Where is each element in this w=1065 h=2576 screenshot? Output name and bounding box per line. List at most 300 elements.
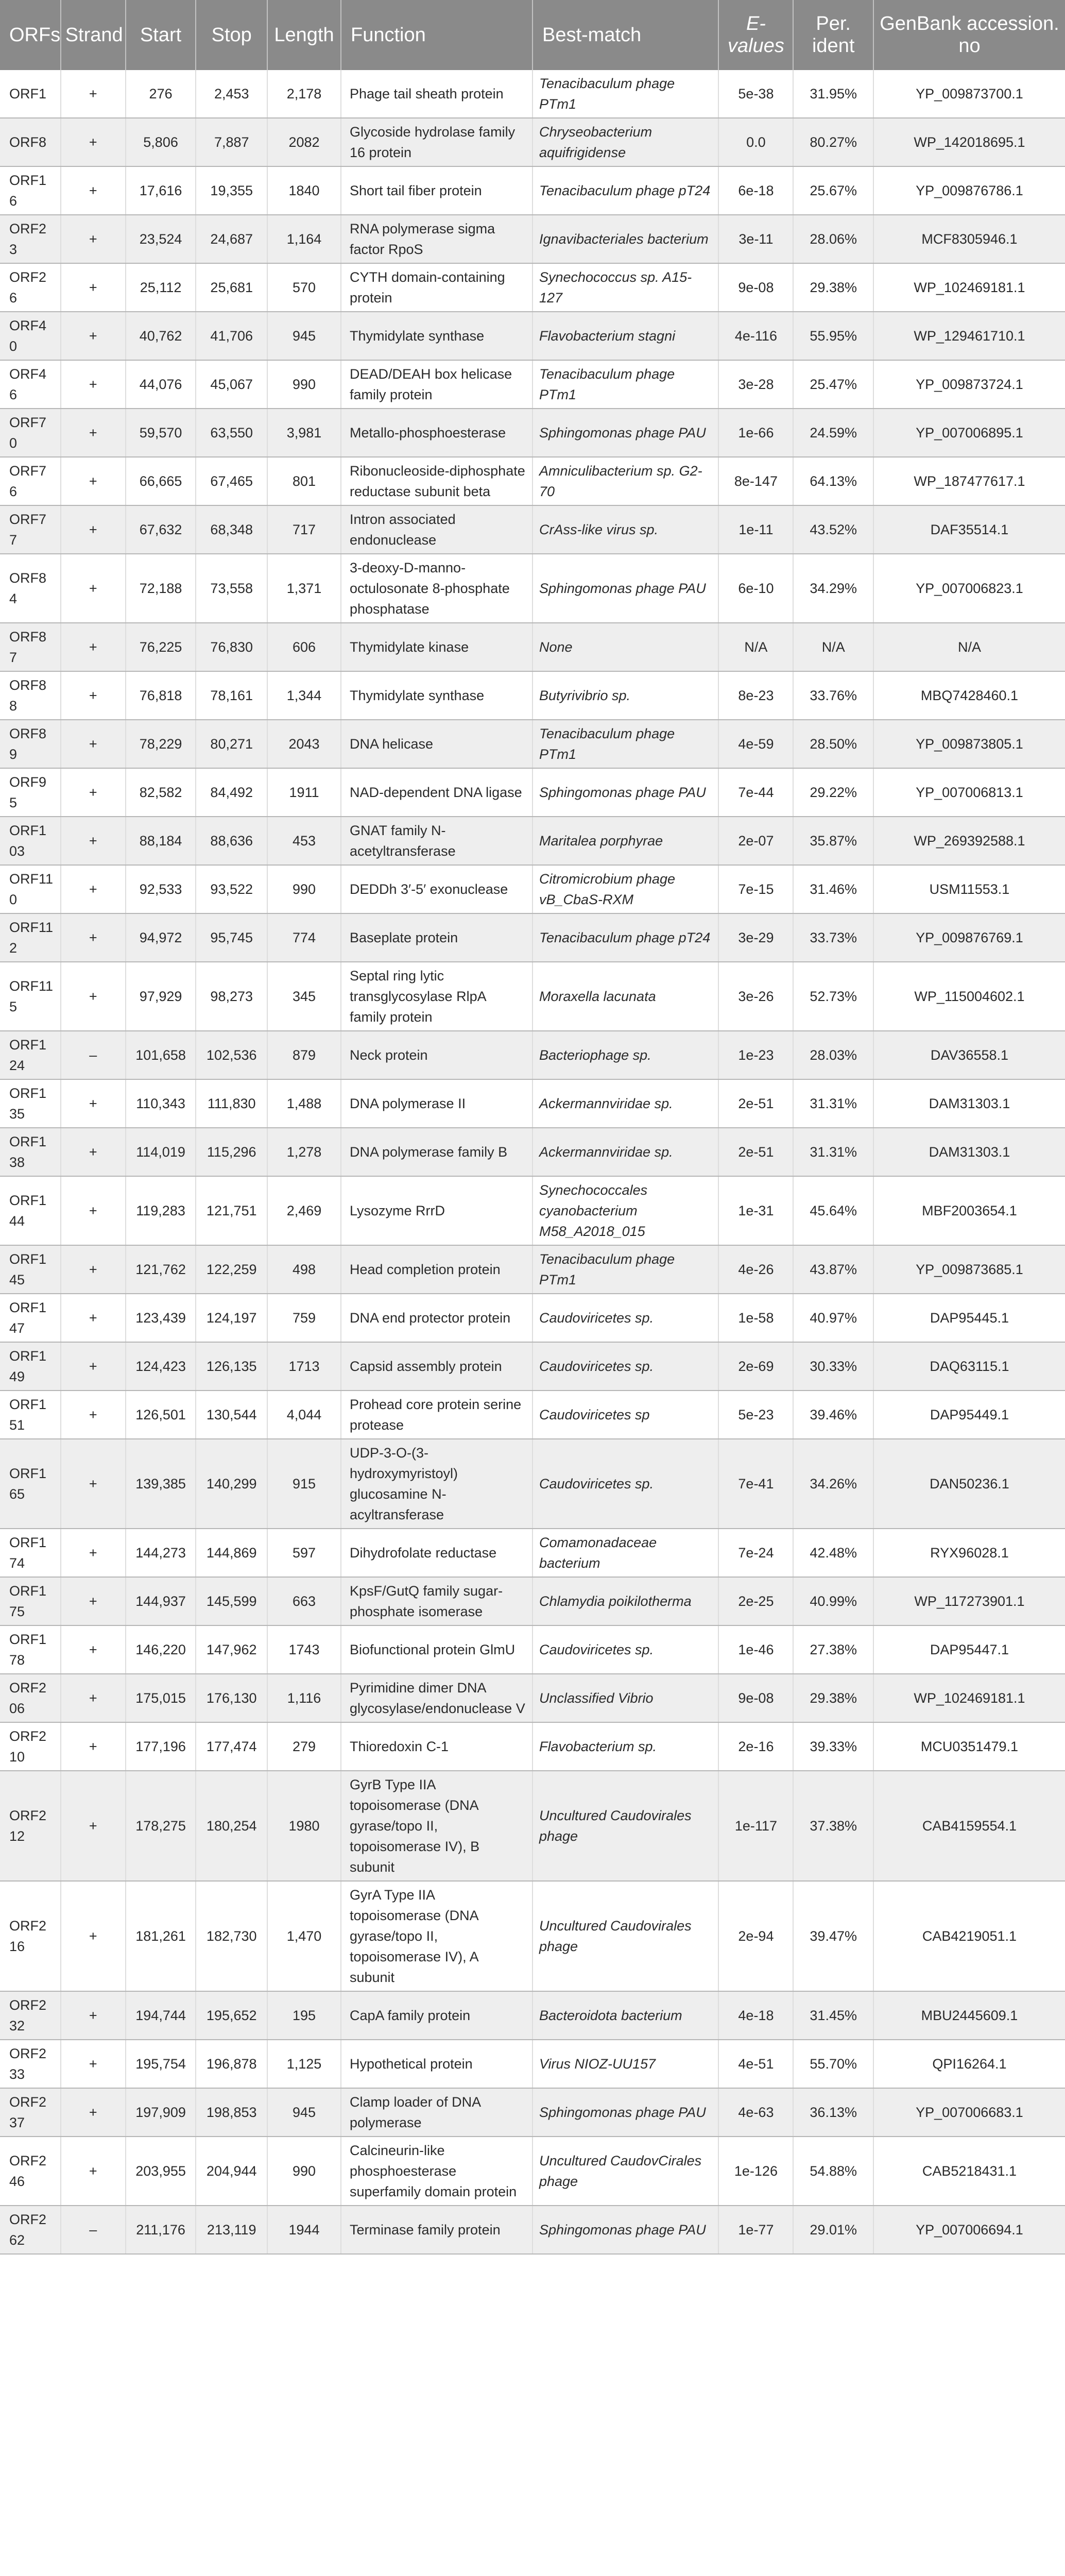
cell-orf: ORF40 [0, 312, 61, 360]
cell-accession: DAP95447.1 [873, 1625, 1065, 1674]
cell-start: 211,176 [126, 2206, 196, 2254]
cell-accession: DAM31303.1 [873, 1079, 1065, 1128]
cell-start: 144,273 [126, 1529, 196, 1577]
cell-strand: + [61, 2137, 126, 2206]
cell-length: 717 [267, 505, 341, 554]
cell-stop: 130,544 [196, 1391, 267, 1439]
cell-orf: ORF76 [0, 457, 61, 505]
cell-best-match: Ackermannviridae sp. [532, 1079, 718, 1128]
table-row [0, 70, 1065, 118]
header-strand: Strand [61, 0, 126, 70]
table-row [0, 1439, 1065, 1529]
cell-best-match: Comamonadaceae bacterium [532, 1529, 718, 1577]
table-row [0, 1294, 1065, 1342]
cell-start: 194,744 [126, 1991, 196, 2040]
cell-strand: + [61, 962, 126, 1031]
cell-start: 78,229 [126, 720, 196, 768]
cell-length: 2082 [267, 118, 341, 166]
table-row [0, 1391, 1065, 1439]
cell-function: DNA polymerase II [341, 1079, 532, 1128]
cell-accession: WP_102469181.1 [873, 1674, 1065, 1722]
cell-strand: + [61, 166, 126, 215]
cell-length: 1,164 [267, 215, 341, 263]
cell-evalue: 4e-51 [718, 2040, 793, 2088]
cell-stop: 63,550 [196, 409, 267, 457]
cell-accession: YP_007006813.1 [873, 768, 1065, 817]
cell-orf: ORF23 [0, 215, 61, 263]
table-row [0, 1674, 1065, 1722]
cell-per-ident: 30.33% [793, 1342, 873, 1391]
cell-evalue: 5e-38 [718, 70, 793, 118]
cell-accession: MBQ7428460.1 [873, 671, 1065, 720]
cell-length: 1,344 [267, 671, 341, 720]
cell-per-ident: 42.48% [793, 1529, 873, 1577]
cell-start: 276 [126, 70, 196, 118]
cell-best-match: Tenacibaculum phage pT24 [532, 913, 718, 962]
cell-best-match: Tenacibaculum phage pT24 [532, 166, 718, 215]
cell-evalue: 1e-58 [718, 1294, 793, 1342]
table-body [0, 70, 1065, 2254]
table-row [0, 505, 1065, 554]
cell-orf: ORF8 [0, 118, 61, 166]
cell-per-ident: 31.31% [793, 1079, 873, 1128]
cell-best-match: Unclassified Vibrio [532, 1674, 718, 1722]
cell-function: Metallo-phosphoesterase [341, 409, 532, 457]
cell-function: Thioredoxin C-1 [341, 1722, 532, 1771]
cell-best-match: Citromicrobium phage vB_CbaS-RXM [532, 865, 718, 913]
cell-per-ident: 33.76% [793, 671, 873, 720]
cell-stop: 204,944 [196, 2137, 267, 2206]
cell-orf: ORF84 [0, 554, 61, 623]
cell-evalue: 8e-23 [718, 671, 793, 720]
cell-length: 1,125 [267, 2040, 341, 2088]
cell-accession: YP_007006683.1 [873, 2088, 1065, 2137]
cell-accession: YP_009876786.1 [873, 166, 1065, 215]
table-row [0, 720, 1065, 768]
cell-strand: + [61, 1771, 126, 1881]
cell-best-match: Synechococcales cyanobacterium M58_A2018_015 [532, 1176, 718, 1245]
cell-strand: + [61, 865, 126, 913]
cell-evalue: 7e-44 [718, 768, 793, 817]
table-row [0, 166, 1065, 215]
table-row [0, 1245, 1065, 1294]
cell-accession: DAN50236.1 [873, 1439, 1065, 1529]
cell-length: 453 [267, 817, 341, 865]
table-row [0, 118, 1065, 166]
cell-start: 72,188 [126, 554, 196, 623]
cell-stop: 122,259 [196, 1245, 267, 1294]
cell-orf: ORF110 [0, 865, 61, 913]
cell-accession: YP_007006694.1 [873, 2206, 1065, 2254]
cell-length: 1911 [267, 768, 341, 817]
cell-evalue: 0.0 [718, 118, 793, 166]
cell-start: 97,929 [126, 962, 196, 1031]
cell-per-ident: 28.03% [793, 1031, 873, 1079]
cell-stop: 196,878 [196, 2040, 267, 2088]
cell-strand: + [61, 913, 126, 962]
cell-function: Phage tail sheath protein [341, 70, 532, 118]
cell-accession: USM11553.1 [873, 865, 1065, 913]
cell-evalue: N/A [718, 623, 793, 671]
cell-best-match: Uncultured Caudovirales phage [532, 1771, 718, 1881]
table-row [0, 768, 1065, 817]
cell-orf: ORF88 [0, 671, 61, 720]
cell-accession: YP_009873700.1 [873, 70, 1065, 118]
cell-stop: 80,271 [196, 720, 267, 768]
cell-evalue: 4e-59 [718, 720, 793, 768]
cell-best-match: Ignavibacteriales bacterium [532, 215, 718, 263]
cell-best-match: Bacteriophage sp. [532, 1031, 718, 1079]
cell-start: 126,501 [126, 1391, 196, 1439]
cell-strand: + [61, 1439, 126, 1529]
cell-best-match: Sphingomonas phage PAU [532, 554, 718, 623]
cell-orf: ORF149 [0, 1342, 61, 1391]
cell-orf: ORF26 [0, 263, 61, 312]
cell-best-match: Caudoviricetes sp. [532, 1625, 718, 1674]
cell-accession: CAB5218431.1 [873, 2137, 1065, 2206]
cell-orf: ORF147 [0, 1294, 61, 1342]
cell-strand: + [61, 215, 126, 263]
table-row [0, 1031, 1065, 1079]
cell-accession: YP_007006823.1 [873, 554, 1065, 623]
cell-strand: + [61, 1079, 126, 1128]
cell-function: Short tail fiber protein [341, 166, 532, 215]
cell-accession: N/A [873, 623, 1065, 671]
cell-orf: ORF103 [0, 817, 61, 865]
cell-orf: ORF112 [0, 913, 61, 962]
cell-length: 1713 [267, 1342, 341, 1391]
cell-length: 879 [267, 1031, 341, 1079]
cell-strand: + [61, 1245, 126, 1294]
cell-strand: + [61, 1342, 126, 1391]
cell-strand: + [61, 2088, 126, 2137]
cell-start: 25,112 [126, 263, 196, 312]
cell-strand: + [61, 1176, 126, 1245]
table-header [0, 0, 1065, 70]
cell-stop: 45,067 [196, 360, 267, 409]
table-row [0, 913, 1065, 962]
cell-orf: ORF95 [0, 768, 61, 817]
cell-accession: WP_129461710.1 [873, 312, 1065, 360]
cell-start: 177,196 [126, 1722, 196, 1771]
cell-per-ident: 25.67% [793, 166, 873, 215]
cell-stop: 25,681 [196, 263, 267, 312]
cell-length: 759 [267, 1294, 341, 1342]
table-row [0, 1771, 1065, 1881]
cell-evalue: 1e-66 [718, 409, 793, 457]
cell-start: 181,261 [126, 1881, 196, 1991]
cell-orf: ORF206 [0, 1674, 61, 1722]
cell-length: 1840 [267, 166, 341, 215]
cell-evalue: 1e-117 [718, 1771, 793, 1881]
cell-evalue: 4e-63 [718, 2088, 793, 2137]
cell-start: 76,818 [126, 671, 196, 720]
header-per-ident: Per. ident [793, 0, 873, 70]
cell-evalue: 6e-10 [718, 554, 793, 623]
cell-best-match: CrAss-like virus sp. [532, 505, 718, 554]
table-row [0, 1079, 1065, 1128]
cell-function: Prohead core protein serine protease [341, 1391, 532, 1439]
cell-stop: 126,135 [196, 1342, 267, 1391]
cell-per-ident: 28.06% [793, 215, 873, 263]
cell-evalue: 9e-08 [718, 1674, 793, 1722]
cell-start: 44,076 [126, 360, 196, 409]
cell-accession: DAM31303.1 [873, 1128, 1065, 1176]
cell-function: NAD-dependent DNA ligase [341, 768, 532, 817]
cell-length: 1,470 [267, 1881, 341, 1991]
cell-start: 17,616 [126, 166, 196, 215]
cell-strand: + [61, 1674, 126, 1722]
cell-orf: ORF46 [0, 360, 61, 409]
cell-stop: 180,254 [196, 1771, 267, 1881]
cell-strand: + [61, 457, 126, 505]
cell-orf: ORF138 [0, 1128, 61, 1176]
cell-orf: ORF151 [0, 1391, 61, 1439]
cell-function: Terminase family protein [341, 2206, 532, 2254]
cell-accession: WP_269392588.1 [873, 817, 1065, 865]
cell-best-match: Tenacibaculum phage PTm1 [532, 360, 718, 409]
table-row [0, 263, 1065, 312]
cell-strand: + [61, 720, 126, 768]
cell-best-match: Caudoviricetes sp. [532, 1294, 718, 1342]
cell-start: 123,439 [126, 1294, 196, 1342]
cell-strand: + [61, 1991, 126, 2040]
cell-function: GyrA Type IIA topoisomerase (DNA gyrase/topo II, topoisomerase IV), A subunit [341, 1881, 532, 1991]
cell-length: 345 [267, 962, 341, 1031]
cell-strand: + [61, 70, 126, 118]
cell-function: Intron associated endonuclease [341, 505, 532, 554]
table-row [0, 1342, 1065, 1391]
cell-function: Calcineurin-like phosphoesterase superfamily domain protein [341, 2137, 532, 2206]
cell-strand: + [61, 1881, 126, 1991]
cell-length: 774 [267, 913, 341, 962]
cell-function: KpsF/GutQ family sugar-phosphate isomerase [341, 1577, 532, 1625]
cell-evalue: 3e-28 [718, 360, 793, 409]
cell-orf: ORF70 [0, 409, 61, 457]
cell-stop: 121,751 [196, 1176, 267, 1245]
table-row [0, 1577, 1065, 1625]
cell-strand: + [61, 1577, 126, 1625]
table-row [0, 1176, 1065, 1245]
cell-stop: 76,830 [196, 623, 267, 671]
cell-best-match: None [532, 623, 718, 671]
cell-strand: + [61, 554, 126, 623]
cell-per-ident: 24.59% [793, 409, 873, 457]
cell-stop: 213,119 [196, 2206, 267, 2254]
table-row [0, 962, 1065, 1031]
cell-strand: + [61, 118, 126, 166]
cell-accession: WP_142018695.1 [873, 118, 1065, 166]
cell-start: 203,955 [126, 2137, 196, 2206]
cell-start: 40,762 [126, 312, 196, 360]
cell-length: 1743 [267, 1625, 341, 1674]
cell-stop: 68,348 [196, 505, 267, 554]
table-row [0, 671, 1065, 720]
cell-start: 82,582 [126, 768, 196, 817]
cell-best-match: Sphingomonas phage PAU [532, 2088, 718, 2137]
cell-strand: + [61, 1625, 126, 1674]
cell-orf: ORF87 [0, 623, 61, 671]
cell-function: Thymidylate synthase [341, 671, 532, 720]
table-row [0, 817, 1065, 865]
cell-function: Hypothetical protein [341, 2040, 532, 2088]
cell-length: 990 [267, 2137, 341, 2206]
cell-evalue: 2e-51 [718, 1128, 793, 1176]
cell-accession: DAQ63115.1 [873, 1342, 1065, 1391]
cell-stop: 93,522 [196, 865, 267, 913]
cell-best-match: Virus NIOZ-UU157 [532, 2040, 718, 2088]
cell-orf: ORF16 [0, 166, 61, 215]
cell-best-match: Caudoviricetes sp [532, 1391, 718, 1439]
cell-best-match: Butyrivibrio sp. [532, 671, 718, 720]
cell-stop: 41,706 [196, 312, 267, 360]
cell-orf: ORF212 [0, 1771, 61, 1881]
cell-best-match: Sphingomonas phage PAU [532, 2206, 718, 2254]
cell-evalue: 7e-41 [718, 1439, 793, 1529]
cell-function: DEAD/DEAH box helicase family protein [341, 360, 532, 409]
cell-function: DNA polymerase family B [341, 1128, 532, 1176]
cell-orf: ORF246 [0, 2137, 61, 2206]
cell-best-match: Maritalea porphyrae [532, 817, 718, 865]
cell-stop: 7,887 [196, 118, 267, 166]
cell-start: 67,632 [126, 505, 196, 554]
cell-start: 5,806 [126, 118, 196, 166]
cell-per-ident: 34.29% [793, 554, 873, 623]
cell-strand: + [61, 1391, 126, 1439]
cell-evalue: 4e-116 [718, 312, 793, 360]
cell-start: 66,665 [126, 457, 196, 505]
cell-function: CapA family protein [341, 1991, 532, 2040]
cell-per-ident: 55.95% [793, 312, 873, 360]
cell-orf: ORF174 [0, 1529, 61, 1577]
cell-strand: – [61, 2206, 126, 2254]
cell-function: 3-deoxy-D-manno-octulosonate 8-phosphate phosphatase [341, 554, 532, 623]
header-orfs: ORFs [0, 0, 61, 70]
cell-per-ident: 36.13% [793, 2088, 873, 2137]
cell-per-ident: 43.87% [793, 1245, 873, 1294]
table-row [0, 865, 1065, 913]
cell-best-match: Chryseobacterium aquifrigidense [532, 118, 718, 166]
cell-strand: + [61, 409, 126, 457]
cell-per-ident: 29.01% [793, 2206, 873, 2254]
cell-evalue: 1e-11 [718, 505, 793, 554]
cell-orf: ORF135 [0, 1079, 61, 1128]
cell-function: Head completion protein [341, 1245, 532, 1294]
cell-evalue: 7e-24 [718, 1529, 793, 1577]
cell-stop: 182,730 [196, 1881, 267, 1991]
cell-per-ident: 39.47% [793, 1881, 873, 1991]
cell-per-ident: 37.38% [793, 1771, 873, 1881]
cell-stop: 88,636 [196, 817, 267, 865]
cell-function: RNA polymerase sigma factor RpoS [341, 215, 532, 263]
cell-accession: YP_009873805.1 [873, 720, 1065, 768]
cell-start: 101,658 [126, 1031, 196, 1079]
cell-per-ident: 29.38% [793, 263, 873, 312]
cell-best-match: Caudoviricetes sp. [532, 1439, 718, 1529]
cell-strand: + [61, 360, 126, 409]
cell-strand: + [61, 623, 126, 671]
cell-best-match: Tenacibaculum phage PTm1 [532, 720, 718, 768]
cell-per-ident: 31.45% [793, 1991, 873, 2040]
cell-length: 1,488 [267, 1079, 341, 1128]
table-row [0, 312, 1065, 360]
cell-stop: 67,465 [196, 457, 267, 505]
cell-start: 23,524 [126, 215, 196, 263]
cell-start: 175,015 [126, 1674, 196, 1722]
cell-length: 1,116 [267, 1674, 341, 1722]
cell-function: Ribonucleoside-diphosphate reductase subunit beta [341, 457, 532, 505]
cell-per-ident: 39.33% [793, 1722, 873, 1771]
cell-start: 121,762 [126, 1245, 196, 1294]
cell-best-match: Flavobacterium sp. [532, 1722, 718, 1771]
cell-evalue: 1e-23 [718, 1031, 793, 1079]
cell-function: Dihydrofolate reductase [341, 1529, 532, 1577]
cell-accession: WP_115004602.1 [873, 962, 1065, 1031]
cell-strand: + [61, 671, 126, 720]
cell-evalue: 2e-25 [718, 1577, 793, 1625]
cell-function: Glycoside hydrolase family 16 protein [341, 118, 532, 166]
cell-function: Capsid assembly protein [341, 1342, 532, 1391]
cell-stop: 98,273 [196, 962, 267, 1031]
cell-accession: QPI16264.1 [873, 2040, 1065, 2088]
cell-evalue: 5e-23 [718, 1391, 793, 1439]
cell-length: 606 [267, 623, 341, 671]
cell-per-ident: 64.13% [793, 457, 873, 505]
cell-length: 990 [267, 360, 341, 409]
cell-accession: DAP95449.1 [873, 1391, 1065, 1439]
header-function: Function [341, 0, 532, 70]
cell-best-match: Bacteroidota bacterium [532, 1991, 718, 2040]
cell-strand: + [61, 312, 126, 360]
cell-length: 663 [267, 1577, 341, 1625]
cell-start: 178,275 [126, 1771, 196, 1881]
table-row [0, 2088, 1065, 2137]
cell-stop: 140,299 [196, 1439, 267, 1529]
cell-accession: YP_009876769.1 [873, 913, 1065, 962]
cell-accession: YP_009873724.1 [873, 360, 1065, 409]
cell-evalue: 9e-08 [718, 263, 793, 312]
cell-per-ident: 43.52% [793, 505, 873, 554]
table-row [0, 1991, 1065, 2040]
cell-per-ident: 54.88% [793, 2137, 873, 2206]
cell-orf: ORF210 [0, 1722, 61, 1771]
cell-length: 2,469 [267, 1176, 341, 1245]
cell-best-match: Uncultured CaudovCirales phage [532, 2137, 718, 2206]
cell-start: 119,283 [126, 1176, 196, 1245]
cell-strand: + [61, 768, 126, 817]
cell-per-ident: 80.27% [793, 118, 873, 166]
cell-length: 279 [267, 1722, 341, 1771]
cell-evalue: 4e-26 [718, 1245, 793, 1294]
cell-accession: WP_102469181.1 [873, 263, 1065, 312]
cell-orf: ORF77 [0, 505, 61, 554]
table-row [0, 457, 1065, 505]
cell-function: CYTH domain-containing protein [341, 263, 532, 312]
table-row [0, 1128, 1065, 1176]
cell-start: 144,937 [126, 1577, 196, 1625]
cell-length: 1944 [267, 2206, 341, 2254]
cell-stop: 19,355 [196, 166, 267, 215]
cell-per-ident: 45.64% [793, 1176, 873, 1245]
cell-per-ident: 29.38% [793, 1674, 873, 1722]
cell-evalue: 2e-07 [718, 817, 793, 865]
cell-accession: MBF2003654.1 [873, 1176, 1065, 1245]
cell-accession: DAV36558.1 [873, 1031, 1065, 1079]
cell-evalue: 1e-46 [718, 1625, 793, 1674]
cell-per-ident: 40.99% [793, 1577, 873, 1625]
cell-per-ident: 35.87% [793, 817, 873, 865]
cell-orf: ORF144 [0, 1176, 61, 1245]
